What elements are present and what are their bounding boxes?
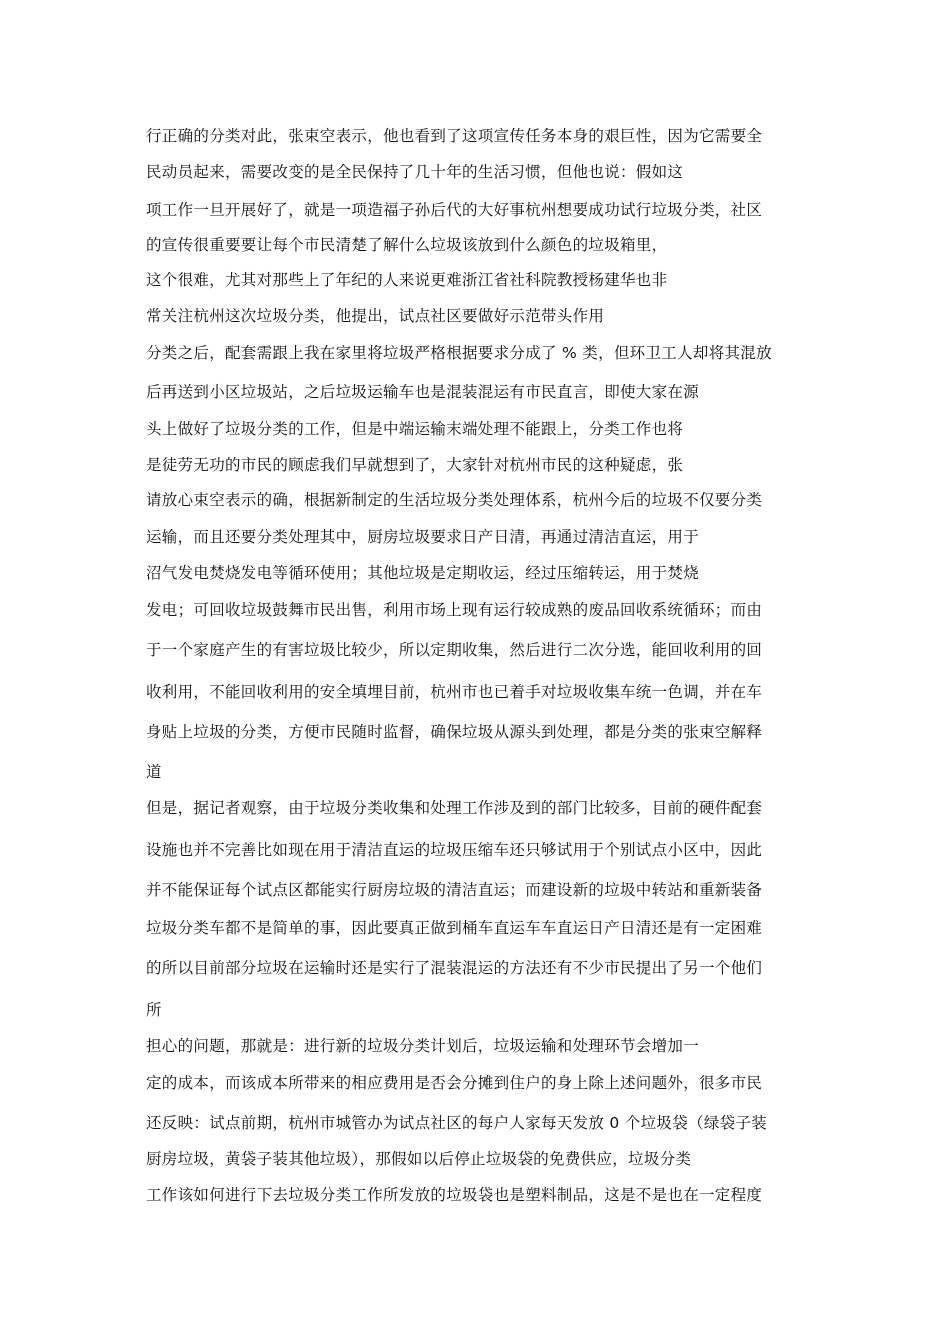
text-line: 分类之后，配套需跟上我在家里将垃圾严格根据要求分成了 % 类，但环卫工人却将其混放 <box>146 344 772 362</box>
text-line: 设施也并不完善比如现在用于清洁直运的垃圾压缩车还只够试用于个别试点小区中，因此 <box>146 841 763 859</box>
text-line: 身贴上垃圾的分类，方便市民随时监督，确保垃圾从源头到处理，都是分类的张束空解释 <box>146 723 763 741</box>
text-line: 项工作一旦开展好了，就是一项造福子孙后代的大好事杭州想要成功试行垃圾分类，社区 <box>146 201 763 219</box>
text-line: 道 <box>146 763 162 781</box>
text-line: 担心的问题，那就是：进行新的垃圾分类计划后，垃圾运输和处理环节会增加一 <box>146 1037 700 1055</box>
text-line: 民动员起来，需要改变的是全民保持了几十年的生活习惯，但他也说：假如这 <box>146 163 684 181</box>
text-line: 还反映：试点前期，杭州市城管办为试点社区的每户人家每天发放 0 个垃圾袋（绿袋子装 <box>146 1114 768 1132</box>
text-line: 所 <box>146 1001 162 1019</box>
text-line: 的宣传很重要要让每个市民清楚了解什么垃圾该放到什么颜色的垃圾箱里， <box>146 236 668 254</box>
text-line: 收利用，不能回收利用的安全填埋目前，杭州市也已着手对垃圾收集车统一色调，并在车 <box>146 683 763 701</box>
text-line: 头上做好了垃圾分类的工作，但是中端运输末端处理不能跟上，分类工作也将 <box>146 420 684 438</box>
text-line: 于一个家庭产生的有害垃圾比较少，所以定期收集，然后进行二次分选，能回收利用的回 <box>146 641 763 659</box>
text-line: 并不能保证每个试点区都能实行厨房垃圾的清洁直运；而建设新的垃圾中转站和重新装备 <box>146 881 763 899</box>
text-line: 运输，而且还要分类处理其中，厨房垃圾要求日产日清，再通过清洁直运，用于 <box>146 528 700 546</box>
text-line: 沼气发电焚烧发电等循环使用；其他垃圾是定期收运，经过压缩转运，用于焚烧 <box>146 564 700 582</box>
text-line: 发电；可回收垃圾鼓舞市民出售，利用市场上现有运行较成熟的废品回收系统循环；而由 <box>146 601 763 619</box>
text-line: 这个很难，尤其对那些上了年纪的人来说更难浙江省社科院教授杨建华也非 <box>146 271 668 289</box>
text-line: 后再送到小区垃圾站，之后垃圾运输车也是混装混运有市民直言，即使大家在源 <box>146 383 700 401</box>
text-line: 的所以目前部分垃圾在运输时还是实行了混装混运的方法还有不少市民提出了另一个他们 <box>146 959 763 977</box>
text-line: 定的成本，而该成本所带来的相应费用是否会分摊到住户的身上除上述问题外，很多市民 <box>146 1074 763 1092</box>
text-line: 常关注杭州这次垃圾分类，他提出，试点社区要做好示范带头作用 <box>146 307 605 325</box>
text-line: 行正确的分类对此，张束空表示，他也看到了这项宣传任务本身的艰巨性，因为它需要全 <box>146 127 763 145</box>
text-line: 厨房垃圾，黄袋子装其他垃圾），那假如以后停止垃圾袋的免费供应，垃圾分类 <box>146 1150 692 1168</box>
text-line: 请放心束空表示的确，根据新制定的生活垃圾分类处理体系，杭州今后的垃圾不仅要分类 <box>146 491 763 509</box>
text-line: 但是，据记者观察，由于垃圾分类收集和处理工作涉及到的部门比较多，目前的硬件配套 <box>146 799 763 817</box>
text-line: 工作该如何进行下去垃圾分类工作所发放的垃圾袋也是塑料制品，这是不是也在一定程度 <box>146 1186 763 1204</box>
text-line: 是徒劳无功的市民的顾虑我们早就想到了，大家针对杭州市民的这种疑虑，张 <box>146 456 684 474</box>
text-line: 垃圾分类车都不是简单的事，因此要真正做到桶车直运车车直运日产日清还是有一定困难 <box>146 919 763 937</box>
